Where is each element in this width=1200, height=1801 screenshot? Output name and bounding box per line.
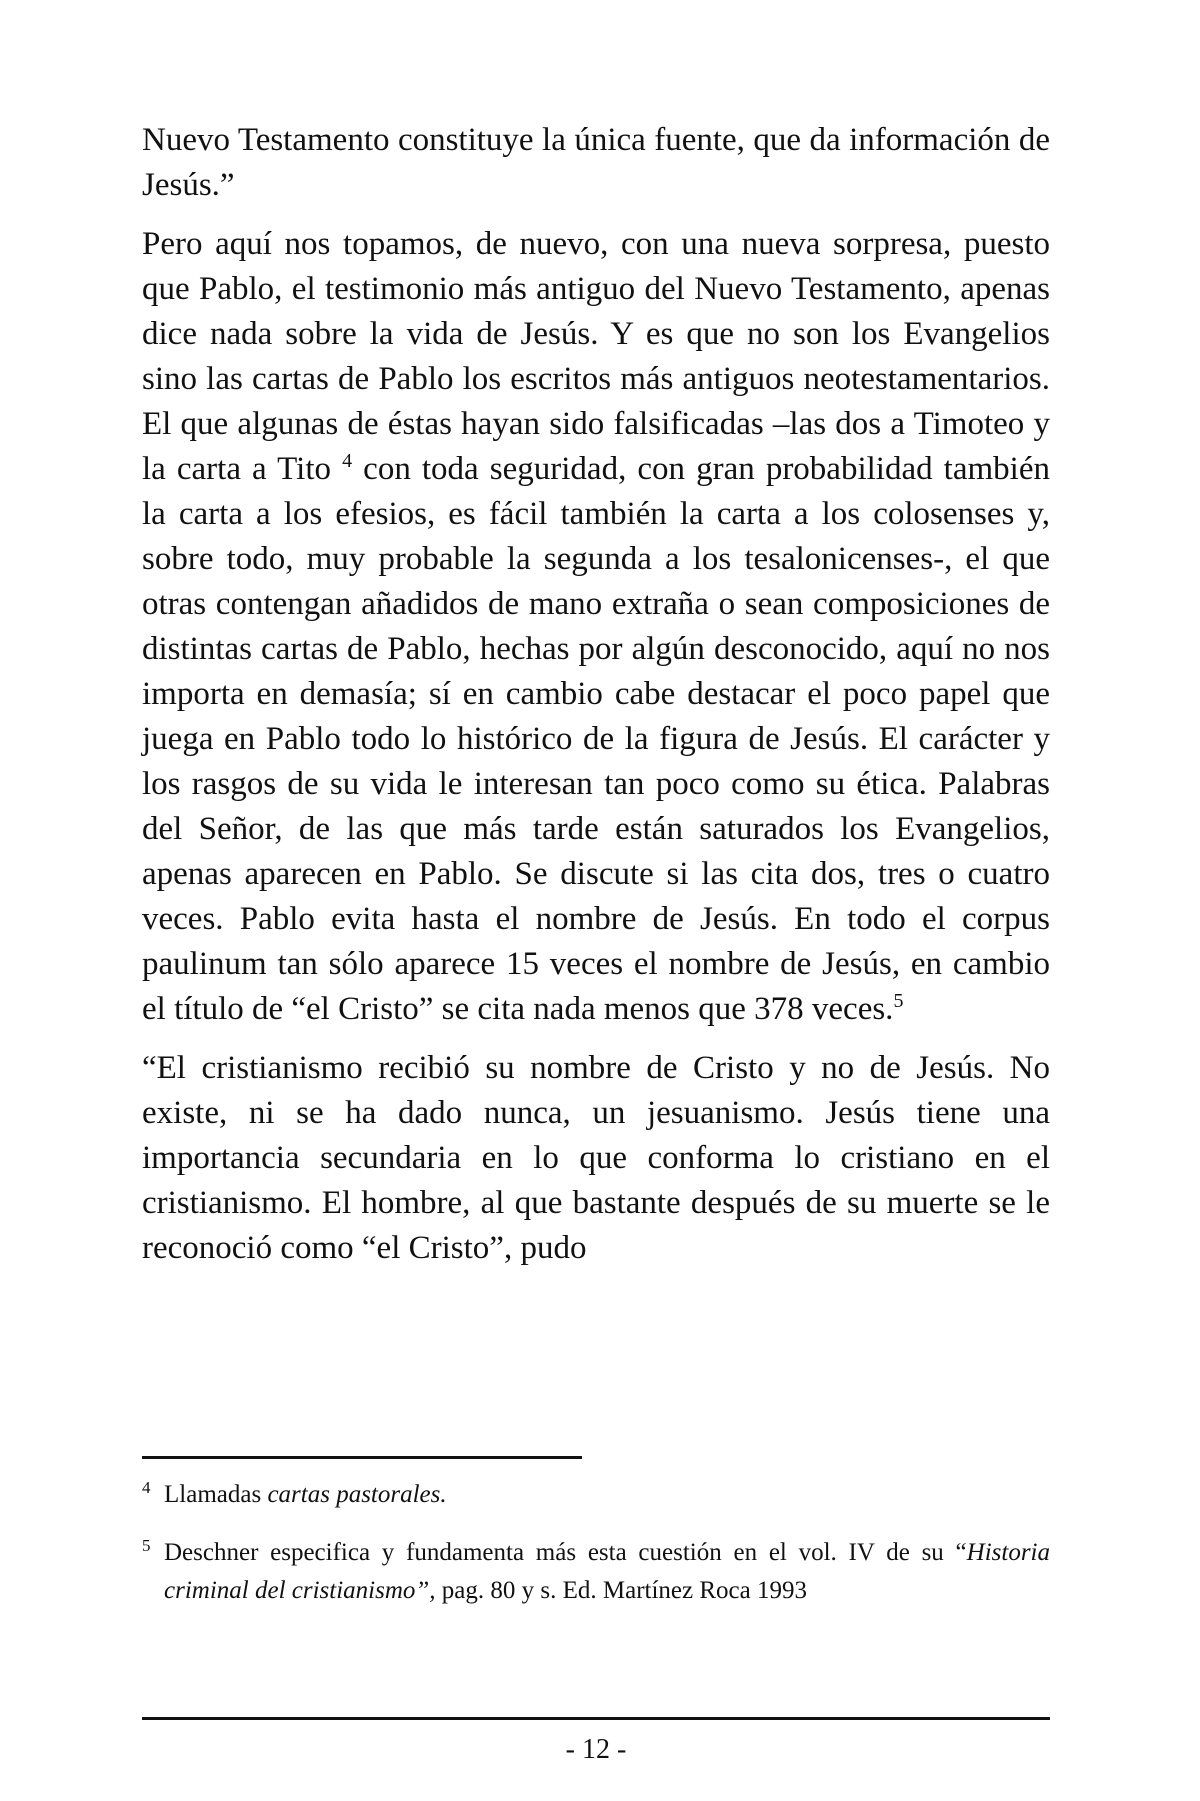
paragraph-2-text-a: Pero aquí nos topamos, de nuevo, con una nueva sorpresa, puesto que Pablo, el testimonio más antiguo del Nuevo Testamento, apenas dice nada sobre la vida de Jesús. Y es que no son los Evangelios sino las cartas de Pablo los escritos más antiguos neotestamentarios. El que algunas de éstas hayan sido falsificadas –las dos a Timoteo y la carta a Tito — [142, 226, 1050, 487]
footer-rule — [142, 1717, 1050, 1720]
footnote-4: 4 Llamadas cartas pastorales. — [142, 1477, 447, 1508]
footnote-ref-5[interactable]: 5 — [893, 990, 904, 1012]
footnote-text: Llamadas — [164, 1481, 268, 1508]
footnote-ref-4[interactable]: 4 — [342, 450, 353, 472]
paragraph-2-text-b: con toda seguridad, con gran probabilidad también la carta a los efesios, es fácil también la carta a los colosenses y, sobre todo, muy probable la segunda a los tesalonicenses-, el que otras contengan añadidos de mano extraña o sean composiciones de distintas cartas de Pablo, hechas por algún desconocido, aquí no nos importa en demasía; sí en cambio cabe destacar el poco papel que juega en Pablo todo lo histórico de la figura de Jesús. El carácter y los rasgos de su vida le interesan tan poco como su ética. Palabras del Señor, de las que más tarde están saturados los Evangelios, apenas aparecen en Pablo. Se discute si las cita dos, tres o cuatro veces. Pablo evita hasta el nombre de Jesús. En todo el corpus paulinum tan sólo aparece 15 veces el nombre de Jesús, en cambio el título de “el Cristo” se cita nada menos que 378 veces. — [142, 451, 1050, 1027]
footnotes — [142, 1476, 1050, 1630]
page-body — [142, 118, 1050, 1285]
paragraph-1: Nuevo Testamento constituye la única fuente, que da información de Jesús.” — [142, 122, 1050, 203]
footnote-italic-text: cartas pastorales. — [267, 1481, 447, 1508]
footnote-separator — [142, 1456, 582, 1459]
paragraph-2 — [142, 222, 1050, 1032]
page-number: - 12 - — [565, 1734, 627, 1765]
paragraph-3: “El cristianismo recibió su nombre de Cristo y no de Jesús. No existe, ni se ha dado nunca, un jesuanismo. Jesús tiene una importancia secundaria en lo que conforma lo cristiano en el cristianismo. El hombre, al que bastante después de su muerte se le reconoció como “el Cristo”, pudo — [142, 1050, 1050, 1266]
footnote-text: Deschner especifica y fundamenta más esta cuestión en el vol. IV de su “ — [164, 1539, 967, 1566]
footnote-text-after: pag. 80 y s. Ed. Martínez Roca 1993 — [435, 1577, 807, 1604]
footnote-5: 5 Deschner especifica y fundamenta más esta cuestión en el vol. IV de su “Historia criminal del cristianismo”, pag. 80 y s. Ed. Martínez Roca 1993 — [142, 1535, 1050, 1604]
footnote-italic-text: Historia criminal del cristianismo”, — [164, 1539, 1050, 1604]
